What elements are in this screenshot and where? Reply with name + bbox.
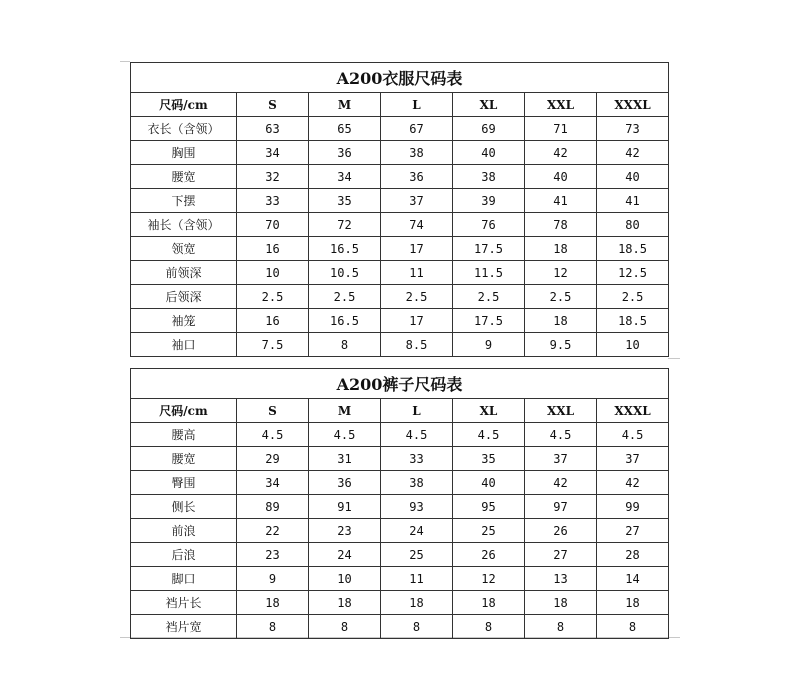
size-value-cell: 18	[381, 591, 453, 615]
row-label: 领宽	[131, 237, 237, 261]
row-label: 臀围	[131, 471, 237, 495]
table-row	[131, 213, 669, 237]
size-value-cell: 2.5	[381, 285, 453, 309]
size-value-cell: 4.5	[309, 423, 381, 447]
table-row	[131, 471, 669, 495]
size-value-cell: 41	[597, 189, 669, 213]
size-value-cell: 18	[525, 237, 597, 261]
size-value-cell: 26	[525, 519, 597, 543]
header-cell: L	[381, 399, 453, 423]
sheet-edge-line-top	[120, 61, 130, 62]
shirt-table-title: A200衣服尺码表	[131, 63, 669, 93]
size-value-cell: 80	[597, 213, 669, 237]
size-value-cell: 10	[309, 567, 381, 591]
size-value-cell: 28	[597, 543, 669, 567]
size-value-cell: 11	[381, 261, 453, 285]
size-value-cell: 18	[309, 591, 381, 615]
size-value-cell: 12.5	[597, 261, 669, 285]
shirt-header-row	[131, 93, 669, 117]
row-label: 袖口	[131, 333, 237, 357]
size-value-cell: 40	[453, 141, 525, 165]
table-row	[131, 141, 669, 165]
size-value-cell: 25	[453, 519, 525, 543]
size-value-cell: 37	[525, 447, 597, 471]
size-value-cell: 24	[309, 543, 381, 567]
pants-header-row	[131, 399, 669, 423]
row-label: 裆片宽	[131, 615, 237, 639]
table-row	[131, 261, 669, 285]
row-label: 袖长（含领）	[131, 213, 237, 237]
row-label: 袖笼	[131, 309, 237, 333]
size-value-cell: 35	[309, 189, 381, 213]
size-value-cell: 8	[237, 615, 309, 639]
size-value-cell: 27	[525, 543, 597, 567]
size-value-cell: 4.5	[525, 423, 597, 447]
header-cell: XL	[453, 399, 525, 423]
table-row	[131, 567, 669, 591]
size-value-cell: 41	[525, 189, 597, 213]
size-value-cell: 2.5	[453, 285, 525, 309]
size-value-cell: 42	[597, 141, 669, 165]
size-value-cell: 7.5	[237, 333, 309, 357]
table-row	[131, 333, 669, 357]
row-label: 后领深	[131, 285, 237, 309]
size-value-cell: 40	[597, 165, 669, 189]
size-value-cell: 33	[237, 189, 309, 213]
size-value-cell: 17.5	[453, 237, 525, 261]
header-cell: 尺码/cm	[131, 93, 237, 117]
size-value-cell: 10	[597, 333, 669, 357]
size-value-cell: 18.5	[597, 309, 669, 333]
size-value-cell: 11.5	[453, 261, 525, 285]
header-cell: XXL	[525, 399, 597, 423]
size-value-cell: 31	[309, 447, 381, 471]
row-label: 腰宽	[131, 447, 237, 471]
size-value-cell: 76	[453, 213, 525, 237]
size-value-cell: 24	[381, 519, 453, 543]
size-value-cell: 34	[237, 471, 309, 495]
size-value-cell: 4.5	[597, 423, 669, 447]
row-label: 后浪	[131, 543, 237, 567]
size-value-cell: 38	[381, 471, 453, 495]
row-label: 腰高	[131, 423, 237, 447]
table-row	[131, 117, 669, 141]
size-value-cell: 70	[237, 213, 309, 237]
pants-table-title: A200裤子尺码表	[131, 369, 669, 399]
table-row	[131, 189, 669, 213]
size-value-cell: 18	[237, 591, 309, 615]
size-value-cell: 36	[309, 141, 381, 165]
table-row	[131, 423, 669, 447]
pants-size-table	[130, 368, 669, 639]
row-label: 前浪	[131, 519, 237, 543]
header-cell: 尺码/cm	[131, 399, 237, 423]
row-label: 腰宽	[131, 165, 237, 189]
size-value-cell: 29	[237, 447, 309, 471]
size-value-cell: 40	[453, 471, 525, 495]
size-value-cell: 34	[309, 165, 381, 189]
size-value-cell: 2.5	[309, 285, 381, 309]
size-value-cell: 73	[597, 117, 669, 141]
size-value-cell: 17	[381, 309, 453, 333]
size-value-cell: 37	[597, 447, 669, 471]
shirt-size-table	[130, 62, 669, 357]
size-value-cell: 9	[453, 333, 525, 357]
size-value-cell: 23	[309, 519, 381, 543]
size-value-cell: 78	[525, 213, 597, 237]
size-value-cell: 34	[237, 141, 309, 165]
size-value-cell: 16.5	[309, 309, 381, 333]
row-label: 侧长	[131, 495, 237, 519]
row-label: 衣长（含领）	[131, 117, 237, 141]
row-label: 胸围	[131, 141, 237, 165]
header-cell: XL	[453, 93, 525, 117]
size-value-cell: 25	[381, 543, 453, 567]
header-cell: L	[381, 93, 453, 117]
size-value-cell: 91	[309, 495, 381, 519]
sheet-edge-line-right	[668, 358, 680, 359]
size-value-cell: 11	[381, 567, 453, 591]
size-value-cell: 36	[309, 471, 381, 495]
size-value-cell: 8	[525, 615, 597, 639]
size-value-cell: 9	[237, 567, 309, 591]
size-value-cell: 38	[453, 165, 525, 189]
size-value-cell: 8	[381, 615, 453, 639]
header-cell: XXL	[525, 93, 597, 117]
table-row	[131, 285, 669, 309]
size-value-cell: 42	[525, 141, 597, 165]
size-value-cell: 13	[525, 567, 597, 591]
size-value-cell: 17.5	[453, 309, 525, 333]
table-row	[131, 591, 669, 615]
size-value-cell: 33	[381, 447, 453, 471]
size-value-cell: 93	[381, 495, 453, 519]
size-value-cell: 18	[453, 591, 525, 615]
size-value-cell: 36	[381, 165, 453, 189]
table-row	[131, 237, 669, 261]
size-value-cell: 12	[453, 567, 525, 591]
size-value-cell: 18	[525, 309, 597, 333]
size-value-cell: 18	[525, 591, 597, 615]
size-value-cell: 2.5	[525, 285, 597, 309]
size-value-cell: 71	[525, 117, 597, 141]
row-label: 下摆	[131, 189, 237, 213]
table-row	[131, 495, 669, 519]
size-value-cell: 2.5	[597, 285, 669, 309]
size-value-cell: 97	[525, 495, 597, 519]
size-value-cell: 74	[381, 213, 453, 237]
size-value-cell: 4.5	[381, 423, 453, 447]
size-value-cell: 12	[525, 261, 597, 285]
size-value-cell: 67	[381, 117, 453, 141]
row-label: 前领深	[131, 261, 237, 285]
size-value-cell: 8.5	[381, 333, 453, 357]
size-value-cell: 69	[453, 117, 525, 141]
size-value-cell: 42	[597, 471, 669, 495]
size-value-cell: 27	[597, 519, 669, 543]
size-value-cell: 16	[237, 309, 309, 333]
size-value-cell: 2.5	[237, 285, 309, 309]
size-value-cell: 95	[453, 495, 525, 519]
size-value-cell: 9.5	[525, 333, 597, 357]
row-label: 脚口	[131, 567, 237, 591]
header-cell: M	[309, 93, 381, 117]
table-row	[131, 543, 669, 567]
size-value-cell: 18.5	[597, 237, 669, 261]
header-cell: S	[237, 399, 309, 423]
size-value-cell: 4.5	[237, 423, 309, 447]
size-value-cell: 37	[381, 189, 453, 213]
table-row	[131, 447, 669, 471]
header-cell: XXXL	[597, 93, 669, 117]
header-cell: S	[237, 93, 309, 117]
table-row	[131, 615, 669, 639]
table-row	[131, 519, 669, 543]
size-value-cell: 38	[381, 141, 453, 165]
size-value-cell: 40	[525, 165, 597, 189]
size-value-cell: 65	[309, 117, 381, 141]
size-value-cell: 8	[309, 333, 381, 357]
size-value-cell: 8	[597, 615, 669, 639]
row-label: 裆片长	[131, 591, 237, 615]
size-value-cell: 16	[237, 237, 309, 261]
size-value-cell: 72	[309, 213, 381, 237]
size-value-cell: 35	[453, 447, 525, 471]
size-value-cell: 4.5	[453, 423, 525, 447]
size-value-cell: 32	[237, 165, 309, 189]
size-value-cell: 18	[597, 591, 669, 615]
size-value-cell: 22	[237, 519, 309, 543]
header-cell: XXXL	[597, 399, 669, 423]
size-value-cell: 39	[453, 189, 525, 213]
size-value-cell: 23	[237, 543, 309, 567]
size-value-cell: 10.5	[309, 261, 381, 285]
size-value-cell: 16.5	[309, 237, 381, 261]
size-value-cell: 99	[597, 495, 669, 519]
table-row	[131, 309, 669, 333]
size-value-cell: 14	[597, 567, 669, 591]
size-value-cell: 63	[237, 117, 309, 141]
size-value-cell: 10	[237, 261, 309, 285]
header-cell: M	[309, 399, 381, 423]
size-value-cell: 17	[381, 237, 453, 261]
size-value-cell: 26	[453, 543, 525, 567]
size-value-cell: 42	[525, 471, 597, 495]
size-value-cell: 8	[309, 615, 381, 639]
size-value-cell: 89	[237, 495, 309, 519]
table-row	[131, 165, 669, 189]
size-value-cell: 8	[453, 615, 525, 639]
